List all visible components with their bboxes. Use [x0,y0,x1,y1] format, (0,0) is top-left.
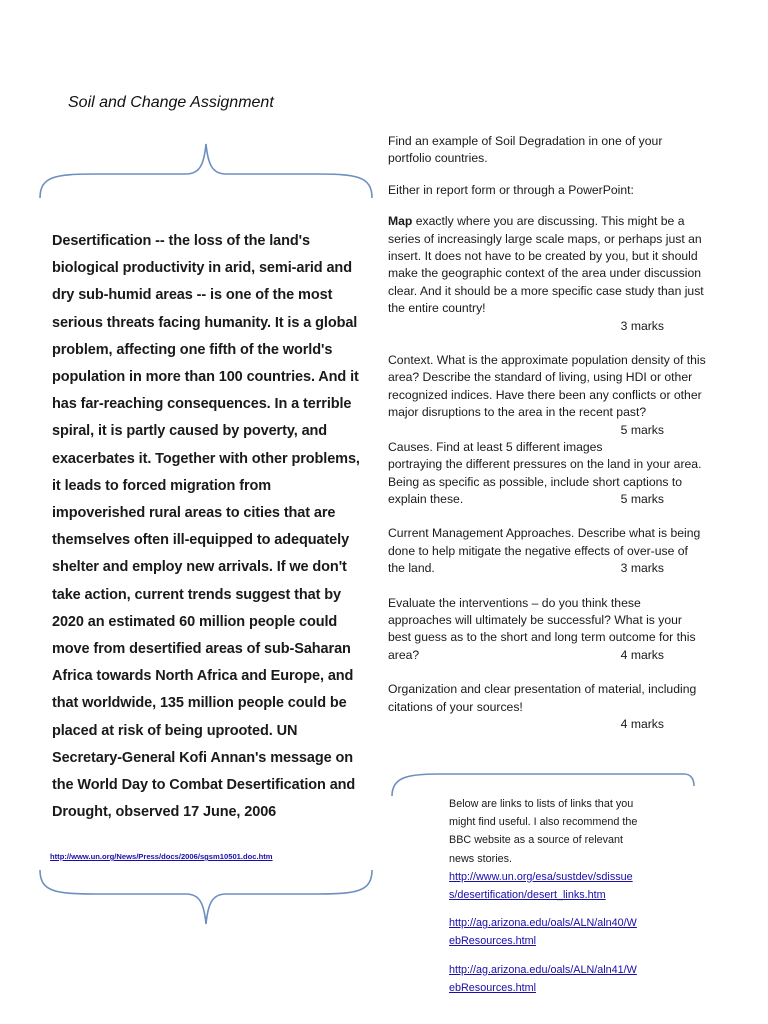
evaluate-section [388,595,706,665]
context-section [388,352,706,437]
context-text: Context. What is the approximate population density of this area? Describe the standard of living, using HDI or other recognized indices. Have there been any conflicts or other major disruptions to the area in the recent past? [388,353,706,420]
management-marks: 3 marks [620,561,664,576]
causes-text: Causes. Find at least 5 different images portraying the different pressures on the land in your area. Being as specific as possible, include short captions to explain these. [388,439,702,506]
bottom-brace-decoration [36,866,376,928]
un-press-link[interactable]: http://www.un.org/News/Press/docs/2006/sgsm10501.doc.htm [50,852,273,861]
links-brace-decoration [388,764,698,798]
management-section [388,525,706,577]
arizona-aln40-link[interactable]: http://ag.arizona.edu/oals/ALN/aln40/WebResources.html [449,917,637,948]
organization-text: Organization and clear presentation of material, including citations of your sources! [388,682,697,714]
organization-marks: 4 marks [620,716,664,731]
intro-text: Find an example of Soil Degradation in one of your portfolio countries. [388,134,663,166]
map-section [388,213,706,317]
map-text: exactly where you are discussing. This might be a series of increasingly large scale maps, or perhaps just an insert. It does not have to be created by you, but it should make the geographic context of the area under discussion clear. And it should be a more specific case study than just the entire country! [388,214,704,316]
top-brace-decoration [36,140,376,200]
document-title: Soil and Change Assignment [68,94,274,111]
format-text: Either in report form or through a PowerPoint: [388,182,634,197]
desertification-quote: Desertification -- the loss of the land's biological productivity in arid, semi-arid and dry sub-humid areas -- is one of the most serious threats facing humanity. It is a global problem, affecting one fifth of the world's population in more than 100 countries. And it has far-reaching consequences. In a terrible spiral, it is partly caused by poverty, and exacerbates it. Together with other problems, it leads to forced migration from impoverished rural areas to cities that are themselves often ill-equipped to adequately shelter and employ new arrivals. If we don't take action, current trends suggest that by 2020 an estimated 60 million people could move from desertified areas of sub-Saharan Africa towards North Africa and Europe, and that worldwide, 135 million people could be placed at risk of being uprooted. UN Secretary-General Kofi Annan's message on the World Day to Combat Desertification and Drought, observed 17 June, 2006 [52,233,360,821]
un-desertification-link[interactable]: http://www.un.org/esa/sustdev/sdissues/desertification/desert_links.htm [449,870,633,902]
causes-marks: 5 marks [620,491,664,506]
arizona-aln41-link[interactable]: http://ag.arizona.edu/oals/ALN/aln41/WebResources.html [449,963,637,994]
evaluate-text: Evaluate the interventions – do you think these approaches will ultimately be successful? What is your best guess as to the short and long term outcome for this area? [388,595,696,662]
links-intro: Below are links to lists of links that you might find useful. I also recommend the BBC website as a source of relevant news stories. [449,798,638,865]
context-marks: 5 marks [620,422,664,437]
assignment-instructions [388,133,706,733]
evaluate-marks: 4 marks [620,647,664,662]
resource-links-box [449,795,641,997]
causes-section [388,439,706,509]
map-marks: 3 marks [620,318,664,333]
management-text: Current Management Approaches. Describe what is being done to help mitigate the negative effects of over-use of the land. [388,526,701,576]
map-heading: Map [388,214,413,229]
